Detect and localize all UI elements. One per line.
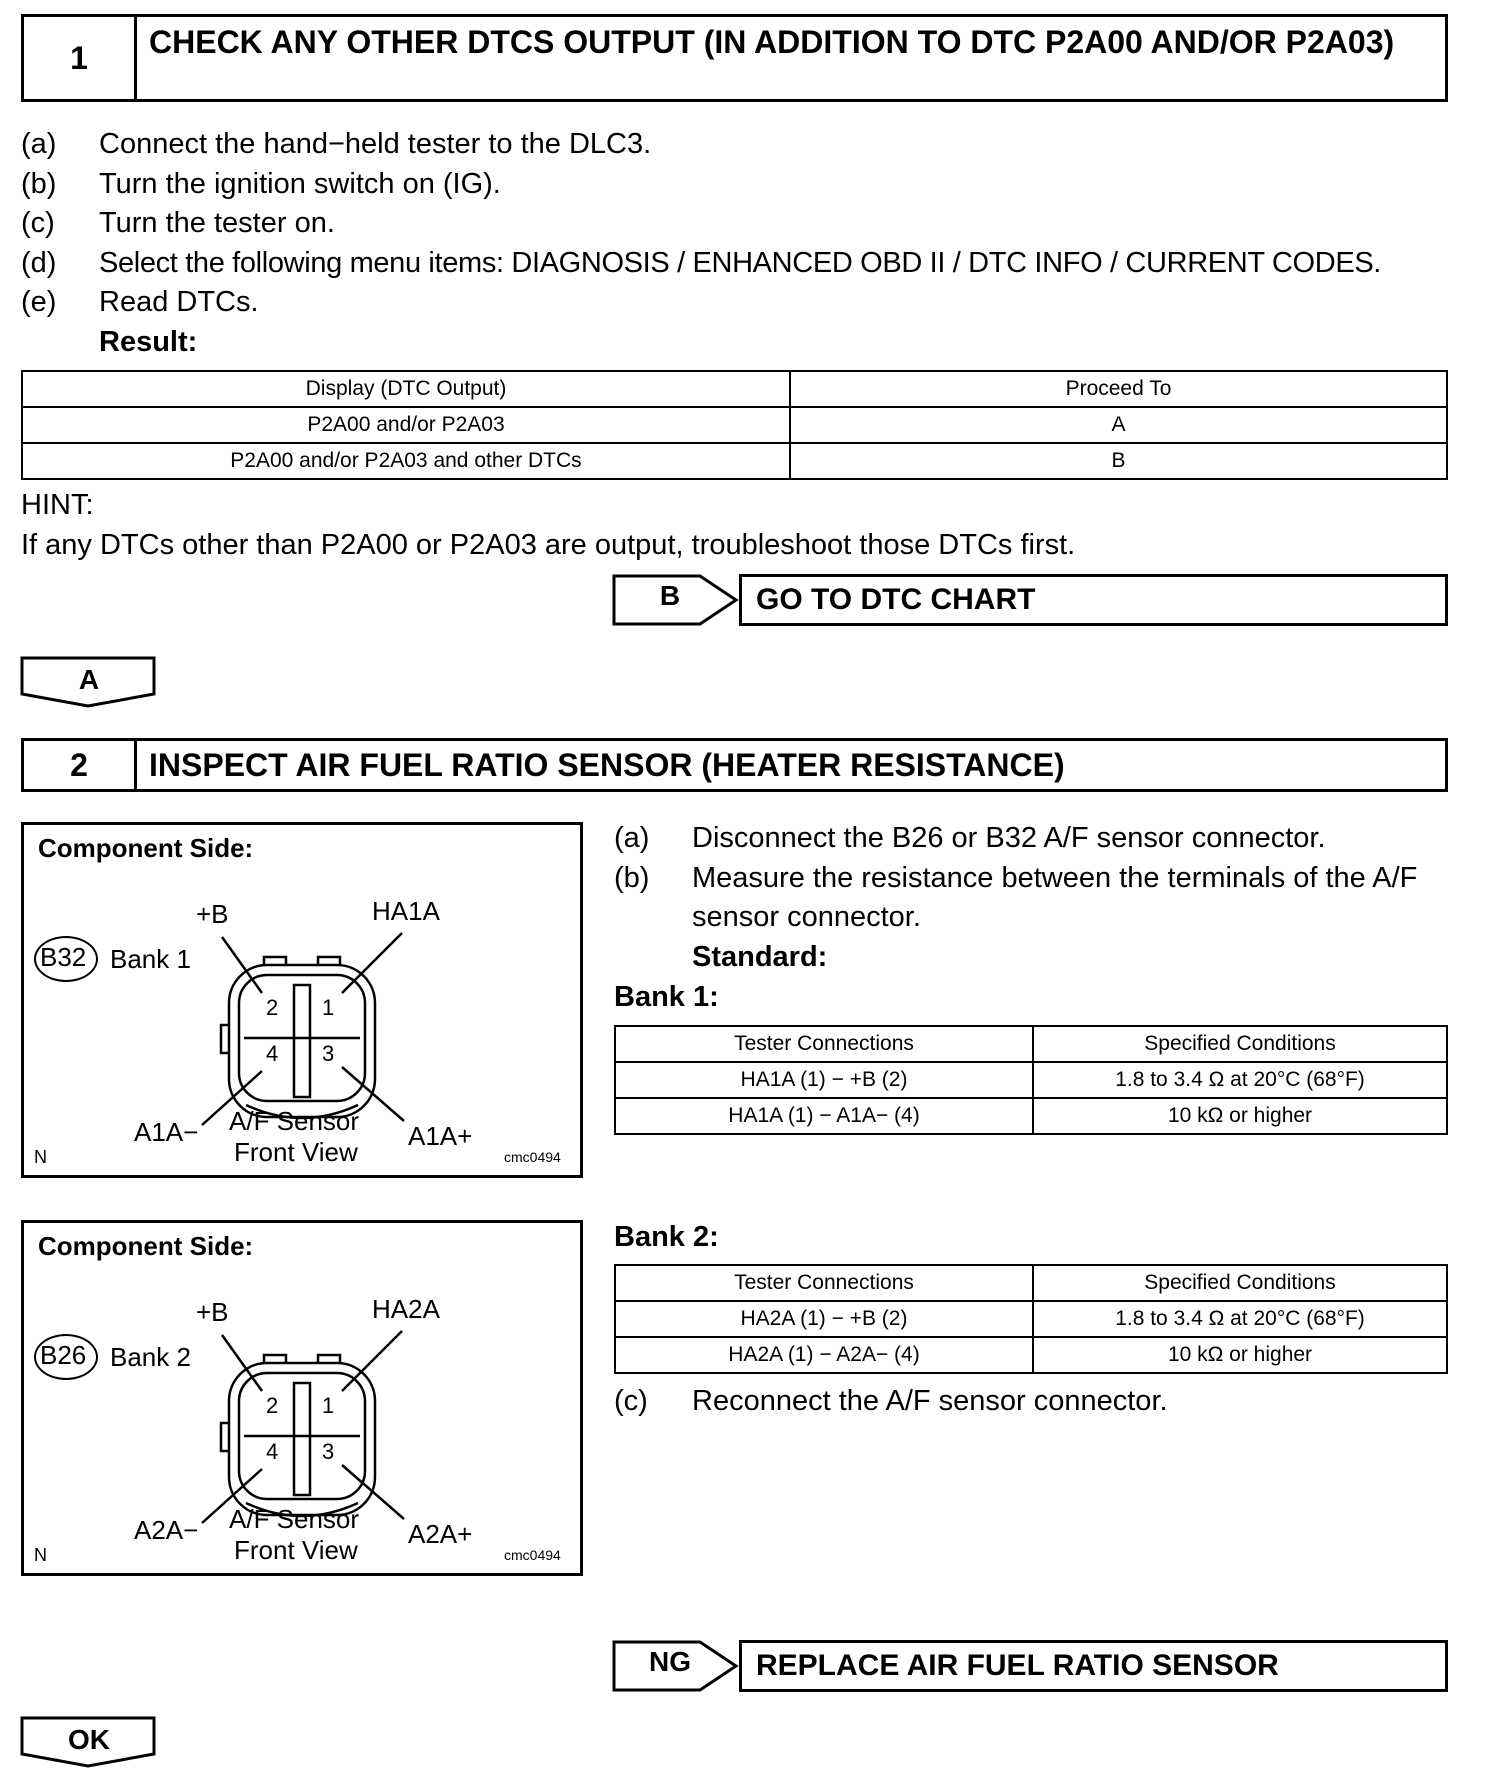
instruction-text: Reconnect the A/F sensor connector.	[692, 1385, 1168, 1417]
pin-label-bottom-right: A2A+	[408, 1519, 473, 1549]
instruction-text: Measure the resistance between the terminals of the A/F	[692, 862, 1418, 894]
hint-label: HINT:	[21, 489, 94, 521]
bank-1-spec-table	[614, 1025, 1448, 1135]
pin-number: 2	[266, 1393, 279, 1418]
instruction-label: (e)	[21, 286, 57, 318]
pin-number: 1	[322, 1393, 335, 1418]
instruction-text: Disconnect the B26 or B32 A/F sensor connector.	[692, 822, 1326, 854]
instruction-2b-continued: sensor connector.	[692, 901, 921, 933]
connector-diagram-bank-2	[21, 1220, 583, 1576]
diagram-caption-line-1: A/F Sensor	[229, 1106, 360, 1136]
table-cell: 10 kΩ or higher	[1033, 1098, 1447, 1134]
table-header-cell: Display (DTC Output)	[22, 371, 790, 407]
diagram-corner-right: cmc0494	[504, 1149, 561, 1165]
standard-label: Standard:	[692, 941, 828, 973]
branch-b-action	[739, 574, 1448, 626]
table-cell: HA2A (1) − +B (2)	[615, 1301, 1033, 1337]
instruction-label: (a)	[21, 128, 57, 160]
bank-2-spec-table	[614, 1264, 1448, 1374]
hint-text: If any DTCs other than P2A00 or P2A03 are output, troubleshoot those DTCs first.	[21, 529, 1076, 561]
instruction-text: Turn the ignition switch on (IG).	[99, 168, 501, 200]
table-row	[615, 1337, 1447, 1373]
table-header-cell: Specified Conditions	[1033, 1265, 1447, 1301]
table-header-cell: Tester Connections	[615, 1026, 1033, 1062]
step-1-number: 1	[24, 17, 137, 99]
branch-ng-action	[739, 1640, 1448, 1692]
table-cell: HA1A (1) − A1A− (4)	[615, 1098, 1033, 1134]
table-header-cell: Proceed To	[790, 371, 1447, 407]
result-label: Result:	[99, 326, 198, 358]
table-row	[22, 407, 1447, 443]
instruction-label: (c)	[21, 207, 55, 239]
branch-ng-tag: NG	[649, 1646, 691, 1677]
diagram-caption-line-1: A/F Sensor	[229, 1504, 360, 1534]
pin-label-top-left: +B	[196, 899, 229, 929]
connector-code: B32	[40, 942, 87, 972]
instruction-label: (a)	[614, 822, 650, 854]
table-cell: P2A00 and/or P2A03	[22, 407, 790, 443]
table-header-row	[615, 1026, 1447, 1062]
pin-label-bottom-left: A2A−	[134, 1515, 199, 1545]
instruction-text: Select the following menu items: DIAGNOSIS / ENHANCED OBD II / DTC INFO / CURRENT CODES.	[99, 247, 1382, 279]
pin-label-top-left: +B	[196, 1297, 229, 1327]
pin-label-top-right: HA1A	[372, 896, 440, 926]
branch-b-tag: B	[659, 580, 681, 611]
table-cell: HA2A (1) − A2A− (4)	[615, 1337, 1033, 1373]
diagram-corner-right: cmc0494	[504, 1547, 561, 1563]
table-row	[615, 1062, 1447, 1098]
diagram-caption-line-2: Front View	[234, 1137, 358, 1167]
instruction-text: Connect the hand−held tester to the DLC3.	[99, 128, 652, 160]
pin-label-bottom-left: A1A−	[134, 1117, 199, 1147]
table-header-cell: Tester Connections	[615, 1265, 1033, 1301]
pin-label-top-right: HA2A	[372, 1294, 440, 1324]
diagram-corner-left: N	[34, 1545, 47, 1565]
connector-code: B26	[40, 1340, 87, 1370]
result-table	[21, 370, 1448, 480]
diagram-heading: Component Side:	[38, 833, 254, 863]
pin-number: 2	[266, 995, 279, 1020]
connector-diagram-bank-1	[21, 822, 583, 1178]
step-1-header	[21, 14, 1448, 102]
instruction-text: Read DTCs.	[99, 286, 259, 318]
diagram-corner-left: N	[34, 1147, 47, 1167]
pin-label-bottom-right: A1A+	[408, 1121, 473, 1151]
table-cell: 10 kΩ or higher	[1033, 1337, 1447, 1373]
table-cell: B	[790, 443, 1447, 479]
step-2-number: 2	[24, 741, 137, 789]
bank-label: Bank 1	[110, 944, 191, 974]
bank-2-label: Bank 2:	[614, 1221, 719, 1253]
pin-number: 3	[322, 1041, 335, 1066]
table-row	[22, 443, 1447, 479]
bank-label: Bank 2	[110, 1342, 191, 1372]
table-cell: 1.8 to 3.4 Ω at 20°C (68°F)	[1033, 1301, 1447, 1337]
diagram-heading: Component Side:	[38, 1231, 254, 1261]
table-cell: P2A00 and/or P2A03 and other DTCs	[22, 443, 790, 479]
instruction-label: (c)	[614, 1385, 648, 1417]
pin-number: 4	[266, 1041, 279, 1066]
table-cell: A	[790, 407, 1447, 443]
table-header-row	[615, 1265, 1447, 1301]
instruction-text: Turn the tester on.	[99, 207, 335, 239]
step-2-title: INSPECT AIR FUEL RATIO SENSOR (HEATER RESISTANCE)	[149, 747, 1065, 783]
branch-b-action-label: GO TO DTC CHART	[756, 583, 1036, 616]
pin-number: 1	[322, 995, 335, 1020]
instruction-label: (b)	[21, 168, 57, 200]
table-row	[615, 1098, 1447, 1134]
branch-ng-action-label: REPLACE AIR FUEL RATIO SENSOR	[756, 1649, 1279, 1682]
branch-a-tag: A	[78, 664, 100, 695]
pin-number: 4	[266, 1439, 279, 1464]
pin-number: 3	[322, 1439, 335, 1464]
table-cell: HA1A (1) − +B (2)	[615, 1062, 1033, 1098]
table-header-row	[22, 371, 1447, 407]
step-2-header	[21, 738, 1448, 792]
instruction-label: (b)	[614, 862, 650, 894]
branch-ok-tag: OK	[68, 1724, 110, 1755]
table-header-cell: Specified Conditions	[1033, 1026, 1447, 1062]
table-cell: 1.8 to 3.4 Ω at 20°C (68°F)	[1033, 1062, 1447, 1098]
instruction-label: (d)	[21, 247, 57, 279]
diagram-caption-line-2: Front View	[234, 1535, 358, 1565]
step-1-title: CHECK ANY OTHER DTCS OUTPUT (IN ADDITION TO DTC P2A00 AND/OR P2A03)	[149, 24, 1395, 60]
bank-1-label: Bank 1:	[614, 981, 719, 1013]
table-row	[615, 1301, 1447, 1337]
